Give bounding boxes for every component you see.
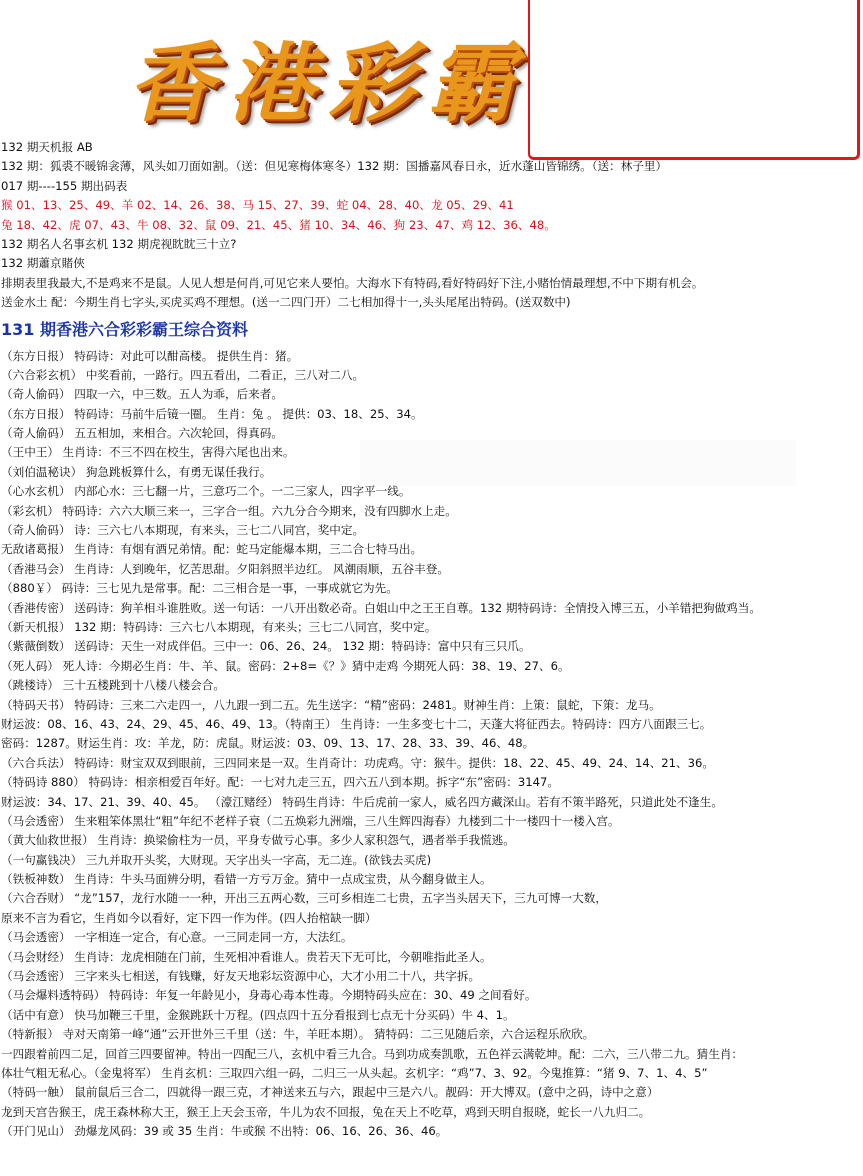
banner-title: 香港彩霸 xyxy=(128,33,528,134)
body-line: （马会透密） 三字来头七相送，有钱赚，好友天地彩坛资源中心，大才小用二十八，共字拆。 xyxy=(1,969,481,984)
header-line-2: 132 期：狐裘不暖锦衾薄，风头如刀面如割。（送：但见寒梅体寒冬）132 期：国播嘉风春日永，近水蓬山皆锦绣。（送：林子里） xyxy=(1,159,668,174)
body-line: （六合吞财） “龙”157，龙行水随一一种，开出三五两心数，三可乡相连二七贵，五字当头居天下，三九可博一大数， xyxy=(1,891,607,906)
body-line: （铁板神数） 生肖诗：牛头马面辨分明，看错一方亏万金。猜中一点成宝贵，从今翻身做主人。 xyxy=(1,872,492,887)
header-line-3: 017 期----155 期出码表 xyxy=(1,178,128,193)
body-line: （奇人偷码） 五五相加，来相合。六次轮回，得真码。 xyxy=(1,426,283,441)
body-line: （奇人偷码） 诗：三六七八本期现，有来头，三七二八同宫，奖中定。 xyxy=(1,523,365,538)
body-line: 财运波：34、17、21、39、40、45。 （濠江赌经） 特码生肖诗：牛后虎前一家人，威名四方藏深山。若有不策半路死，只道此处不逢生。 xyxy=(1,794,723,809)
banner xyxy=(0,0,863,138)
body-line: 龙到天宫告猴王，虎王森林称大王，猴王上天会玉帝，牛儿为农不回报，兔在天上不吃草，鸡到天明自报晓，蛇长一八九归二。 xyxy=(1,1104,651,1119)
body-line: 原来不言为看它，生肖如今以看好，定下四一作为伴。(四人抬棺缺一脚） xyxy=(1,910,377,925)
body-line: （一句赢钱决） 三九并取开头奖，大财现。天字出头一字高，无二连。(欲钱去买虎) xyxy=(1,852,432,867)
body-line: 一四跟着前四二足，回首三四要留神。特出一四配三八，玄机中看三九合。马到功成奏凯歌，五色祥云满乾坤。配：二六，三八带二九。猜生肖： xyxy=(1,1046,744,1061)
body-line: （马会透密） 一字相连一定合，有心意。一三同走同一方，大法红。 xyxy=(1,930,353,945)
body-line: （六合兵法） 特码诗：财宝双双到眼前，三四同来是一双。生肖奇计：功虎鸡。守：猴牛。提供：18、22、45、49、24、14、21、36。 xyxy=(1,755,714,770)
body-line: 体壮气粗无私心。（金鬼将军） 生肖玄机：三取四六组一码，二归三一从头起。玄机字：“鸡”7、3、92。今鬼推算：“猪 9、7、1、4、5” xyxy=(1,1065,708,1080)
body-line: （跳楼诗） 三十五楼跳到十八楼八楼会合。 xyxy=(1,678,225,693)
body-line: （六合彩玄机） 中奖看前，一路行。四五看出，二看正，三八对二八。 xyxy=(1,367,365,382)
body-line: 密码：1287。财运生肖：攻：羊龙，防：虎鼠。财运波：03、09、13、17、28、33、39、46、48。 xyxy=(1,736,535,751)
body-line: （东方日报） 特码诗：对此可以酣高楼。 提供生肖：猪。 xyxy=(1,348,299,363)
red-bordered-box xyxy=(528,0,860,160)
body-line: （东方日报） 特码诗：马前牛后镜一圈。 生肖：兔 。 提供：03、18、25、34。 xyxy=(1,406,423,421)
mid-line-4: 送金水土 配：今期生肖七字头,买虎买鸡不理想。(送一二四门开）二七相加得十一,头头尾尾出特码。(送双数中) xyxy=(1,295,571,310)
body-line: （心水玄机） 内部心水：三七翻一片，三意巧二个。一二三家人，四字平一线。 xyxy=(1,484,411,499)
zodiac-line-1: 猴 01、13、25、49、羊 02、14、26、38、马 15、27、39、蛇 04、28、40、龙 05、29、41 xyxy=(1,198,514,213)
body-line: （黄大仙救世报） 生肖诗：换梁偷柱为一员，平身专做亏心事。多少人家积怨气，遇者举手我慌逃。 xyxy=(1,833,515,848)
body-line: （死人码） 死人诗：今期必生肖：牛、羊、鼠。密码：2+8=《？》猜中走鸡 今期死人码：38、19、27、6。 xyxy=(1,658,570,673)
body-line: （马会透密） 生来粗笨体黑壮“粗”年纪不老样子衰（二五焕彩九洲端，三八生辉四海春）九楼到二十一楼四十一楼入宫。 xyxy=(1,813,620,828)
body-line: （特码一触） 鼠前鼠后三合二，四就得一跟三克，才神送来五与六，跟起中三是六八。靓码：开大博双。(意中之码，诗中之意） xyxy=(1,1085,659,1100)
body-line: （马会爆料透特码） 特码诗：年复一年龄见小，身毒心毒本性毒。今期特码头应在：30、49 之间看好。 xyxy=(1,988,537,1003)
zodiac-line-2: 兔 18、42、虎 07、43、牛 08、32、鼠 09、21、45、猪 10、34、46、狗 23、47、鸡 12、36、48。 xyxy=(1,217,556,232)
body-line: （话中有意） 快马加鞭三千里，金猴跳跃十万程。(四点四十五分看报到七点无十分买码）牛 4、1。 xyxy=(1,1007,515,1022)
mid-line-3: 排期表里我最大,不是鸡来不是鼠。人见人想是何肖,可见它来人要怕。大海水下有特码,看好特码好下注,小赌怡情最理想,不中下期有机会。 xyxy=(1,275,704,290)
body-line: （马会财经） 生肖诗：龙虎相随在门前，生死相冲看谁人。贵若天下无可比，今朝唯指此圣人。 xyxy=(1,949,492,964)
body-line: （新天机报） 132 期：特码诗：三六七八本期现，有来头；三七二八同宫，奖中定。 xyxy=(1,619,437,634)
header-line-1: 132 期天机报 AB xyxy=(1,140,93,154)
body-line: （特新报） 寺对天南第一峰“通”云开世外三千里（送：牛，羊旺本期）。 猜特码：二三见随后亲，六合运程乐欣欣。 xyxy=(1,1027,595,1042)
body-line: （奇人偷码） 四取一六，中三数。五人为乖，后来者。 xyxy=(1,387,283,402)
body-line: （王中王） 生肖诗：不三不四在校生，害得六尾也出来。 xyxy=(1,445,295,460)
mid-line-1: 132 期名人名事玄机 132 期虎视眈眈三十立? xyxy=(1,236,237,251)
section-title: 131 期香港六合彩彩霸王综合资料 xyxy=(1,319,248,339)
body-line: （刘伯温秘诀） 狗急跳板算什么，有勇无谋任我行。 xyxy=(1,464,272,479)
document-body xyxy=(0,138,863,1142)
body-line: （紫薇倒数） 送码诗：天生一对成伴侣。三中一：06、26、24。 132 期：特码诗：富中只有三只爪。 xyxy=(1,639,531,654)
body-line: （开门见山） 劲爆龙风码：39 或 35 生肖：牛或猴 不出特：06、16、26、36、46。 xyxy=(1,1124,448,1139)
body-line: （特码天书） 特码诗：三来二六走四一，八九跟一到二五。先生送字：“精”密码：2481。财神生肖：上策：鼠蛇，下策：龙马。 xyxy=(1,697,661,712)
body-line: 无敌诸葛报） 生肖诗：有烟有酒兄弟情。配：蛇马定能爆本期，三二合七特马出。 xyxy=(1,542,423,557)
body-line: （特码诗 880） 特码诗：相亲相爱百年好。配：一七对九走三五，四六五八到本期。拆字“东”密码：3147。 xyxy=(1,775,559,790)
body-line: 财运波：08、16、43、24、29、45、46、49、13。（特南王） 生肖诗：一生多变七十二，天蓬大将征西去。特码诗：四方八面跟三七。 xyxy=(1,716,712,731)
body-line: （香港马会） 生肖诗：人到晚年，忆苦思甜。夕阳斜照半边红。 风潮雨顺，五谷丰登。 xyxy=(1,561,449,576)
body-line: （880￥） 码诗：三七见九是常事。配：二三相合是一事，一事成就它为先。 xyxy=(1,581,398,596)
body-line: （彩玄机） 特码诗：六六大顺三来一，三字合一组。六九分合今期来，没有四脚水上走。 xyxy=(1,503,457,518)
mid-line-2: 132 期蕭京賭俠 xyxy=(1,256,85,271)
body-line: （香港传密） 送码诗：狗羊相斗谁胜败。送一句话：一八开出数必奇。白姐山中之王王自尊。132 期特码诗：全情投入博三五，小羊错把狗做鸡当。 xyxy=(1,600,761,615)
